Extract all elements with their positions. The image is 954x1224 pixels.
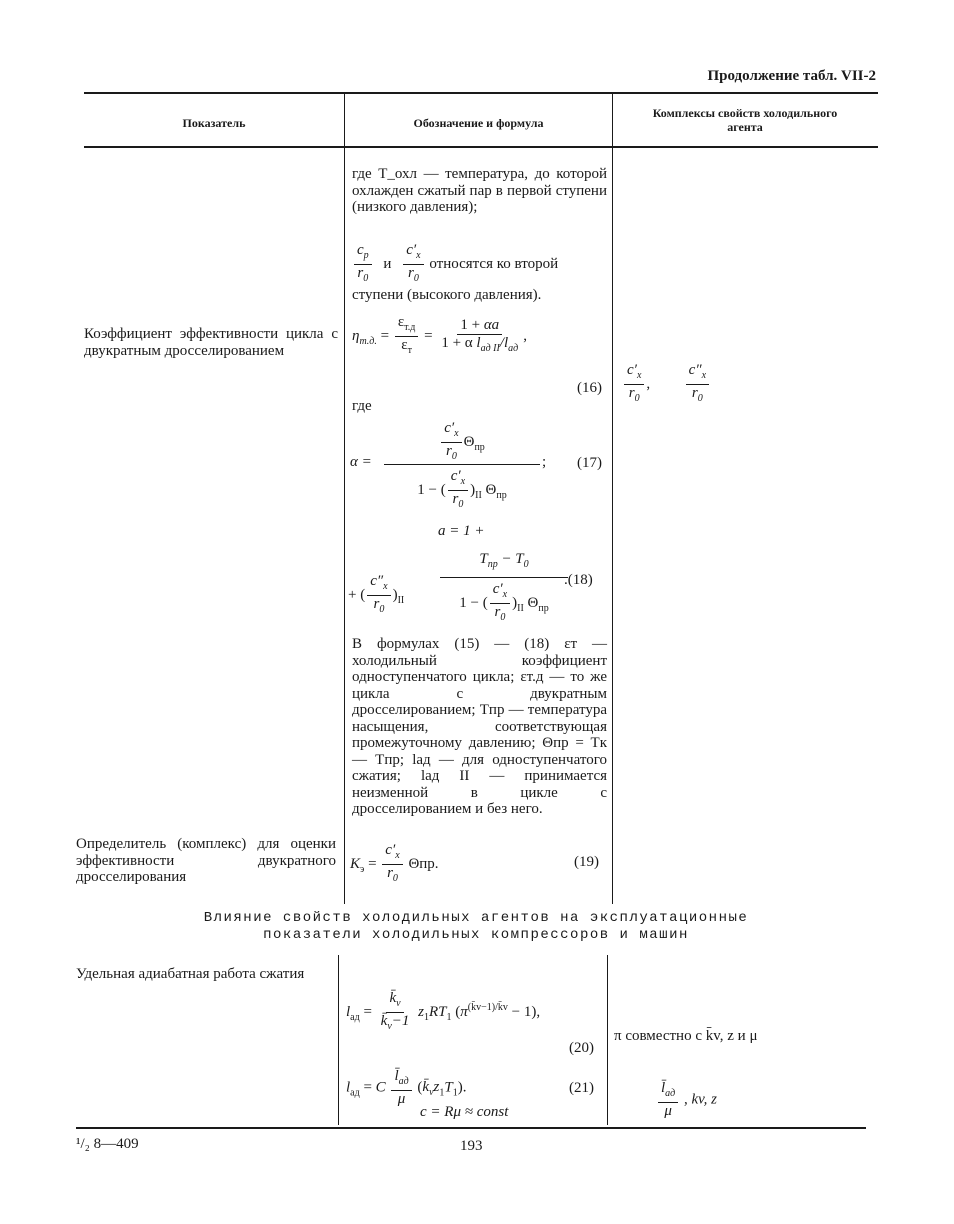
equation-21: $l_{ад} = C$ $\frac{l̄_{ад}}{\mu}$ $(k̄_vz_1T_1)$. (346, 1068, 467, 1107)
page-number: 193 (460, 1138, 483, 1154)
equation-17-number: (17) (577, 455, 602, 471)
col-header-complexes: Комплексы свойств холодильного агента (652, 106, 838, 134)
section-title (76, 910, 876, 944)
col-divider-1 (344, 94, 345, 904)
complex-21-text: kv, z (691, 1091, 718, 1108)
section-title-line-2: показатели холодильных компрессоров и машин (263, 927, 689, 943)
cp-relation-line: $\frac{c_p}{r_0}$ и $\frac{c'_x}{r_0}$ относятся ко второй ступени (высокого давления). (352, 242, 559, 303)
equation-18: + ( $\frac{c''_x}{r_0}$ )$_{II}$ $T_{пр} - T_0$ 1 − ( $\frac{c'_x}{r_0}$ )$_{II}$ $\Theta_{пр}$ (348, 545, 580, 630)
coefficient-label: Коэффициент эффективности цикла с двукратным дросселированием (84, 326, 338, 359)
formula-explanation: В формулах (15) — (18) εт — холодильный коэффициент одноступенчатого цикла; εт.д — то же цикла с двукратным дросселированием; Tпр — температура насыщения, соответствующая промежуточному давлению; Θпр = Tк — Tпр; lад — для одноступенчатого сжатия; lад II — принимается неизменной в цикле с дросселированием и без него. (352, 636, 607, 817)
equation-21-constant: c = Rμ ≈ const (420, 1104, 509, 1120)
equation-21-number: (21) (569, 1080, 594, 1096)
table-top-rule (84, 92, 878, 94)
equation-18-top: a = 1 + (438, 523, 485, 539)
col-header-formula: Обозначение и формула (413, 116, 544, 130)
complex-21: $\frac{l̄_{ад}}{\mu}$ , kv, z (656, 1080, 717, 1120)
equation-18-number: .(18) (564, 572, 593, 588)
cp-relation-text: относятся ко второй ступени (высокого давления). (352, 255, 559, 303)
complex-20: π совместно с k̄v, z и μ (614, 1028, 758, 1044)
section-title-line-1: Влияние свойств холодильных агентов на эксплуатационные (203, 910, 749, 926)
temperature-definition: где T_охл — температура, до которой охлажден сжатый пар в первой ступени (низкого давления); (352, 166, 607, 215)
equation-19-theta: Θпр. (408, 855, 439, 872)
col-divider-4 (338, 955, 339, 1125)
determinant-label: Определитель (комплекс) для оценки эффективности двукратного дросселирования (76, 836, 336, 885)
page-bottom-rule (76, 1127, 866, 1129)
and-word: и (383, 255, 392, 272)
equation-20-number: (20) (569, 1040, 594, 1056)
equation-19-number: (19) (574, 854, 599, 870)
printer-signature: ¹/₂ 8—409 (76, 1136, 139, 1152)
col-header-indicator: Показатель (182, 116, 246, 130)
equation-16: $\eta_{т.д.}$ = $\frac{\varepsilon_{т.д}}{\varepsilon_т}$ = $\frac{1 + \alpha a}{1 + \alpha l_{ад II}/l_{ад}}$ , (352, 314, 527, 356)
equation-16-number: (16) (577, 380, 602, 396)
table-header-bottom-rule (84, 146, 878, 148)
col-divider-3 (607, 955, 608, 1125)
adiabatic-work-label: Удельная адиабатная работа сжатия (76, 966, 305, 982)
equation-19: $K_э$ = $\frac{c'_x}{r_0}$ Θпр. (350, 842, 439, 884)
equation-20: $l_{ад}$ = $\frac{k̄_v}{k̄_v-1}$ $z_1RT_1$ $(\pi^{(k̄v-1)/k̄v} - 1)$, (346, 990, 541, 1032)
where-label: где (352, 398, 372, 414)
table-continuation-label: Продолжение табл. VII-2 (707, 68, 876, 84)
col-divider-2 (612, 94, 613, 904)
equation-17: α = $\frac{c'_x}{r_0}$ $\Theta_{пр}$ 1 − ( $\frac{c'_x}{r_0}$ )$_{II}$ $\Theta_{пр}$ ; (350, 420, 547, 510)
complex-cx-ratios: $\frac{c'_x}{r_0}$ , $\frac{c''_x}{r_0}$ (622, 362, 711, 407)
